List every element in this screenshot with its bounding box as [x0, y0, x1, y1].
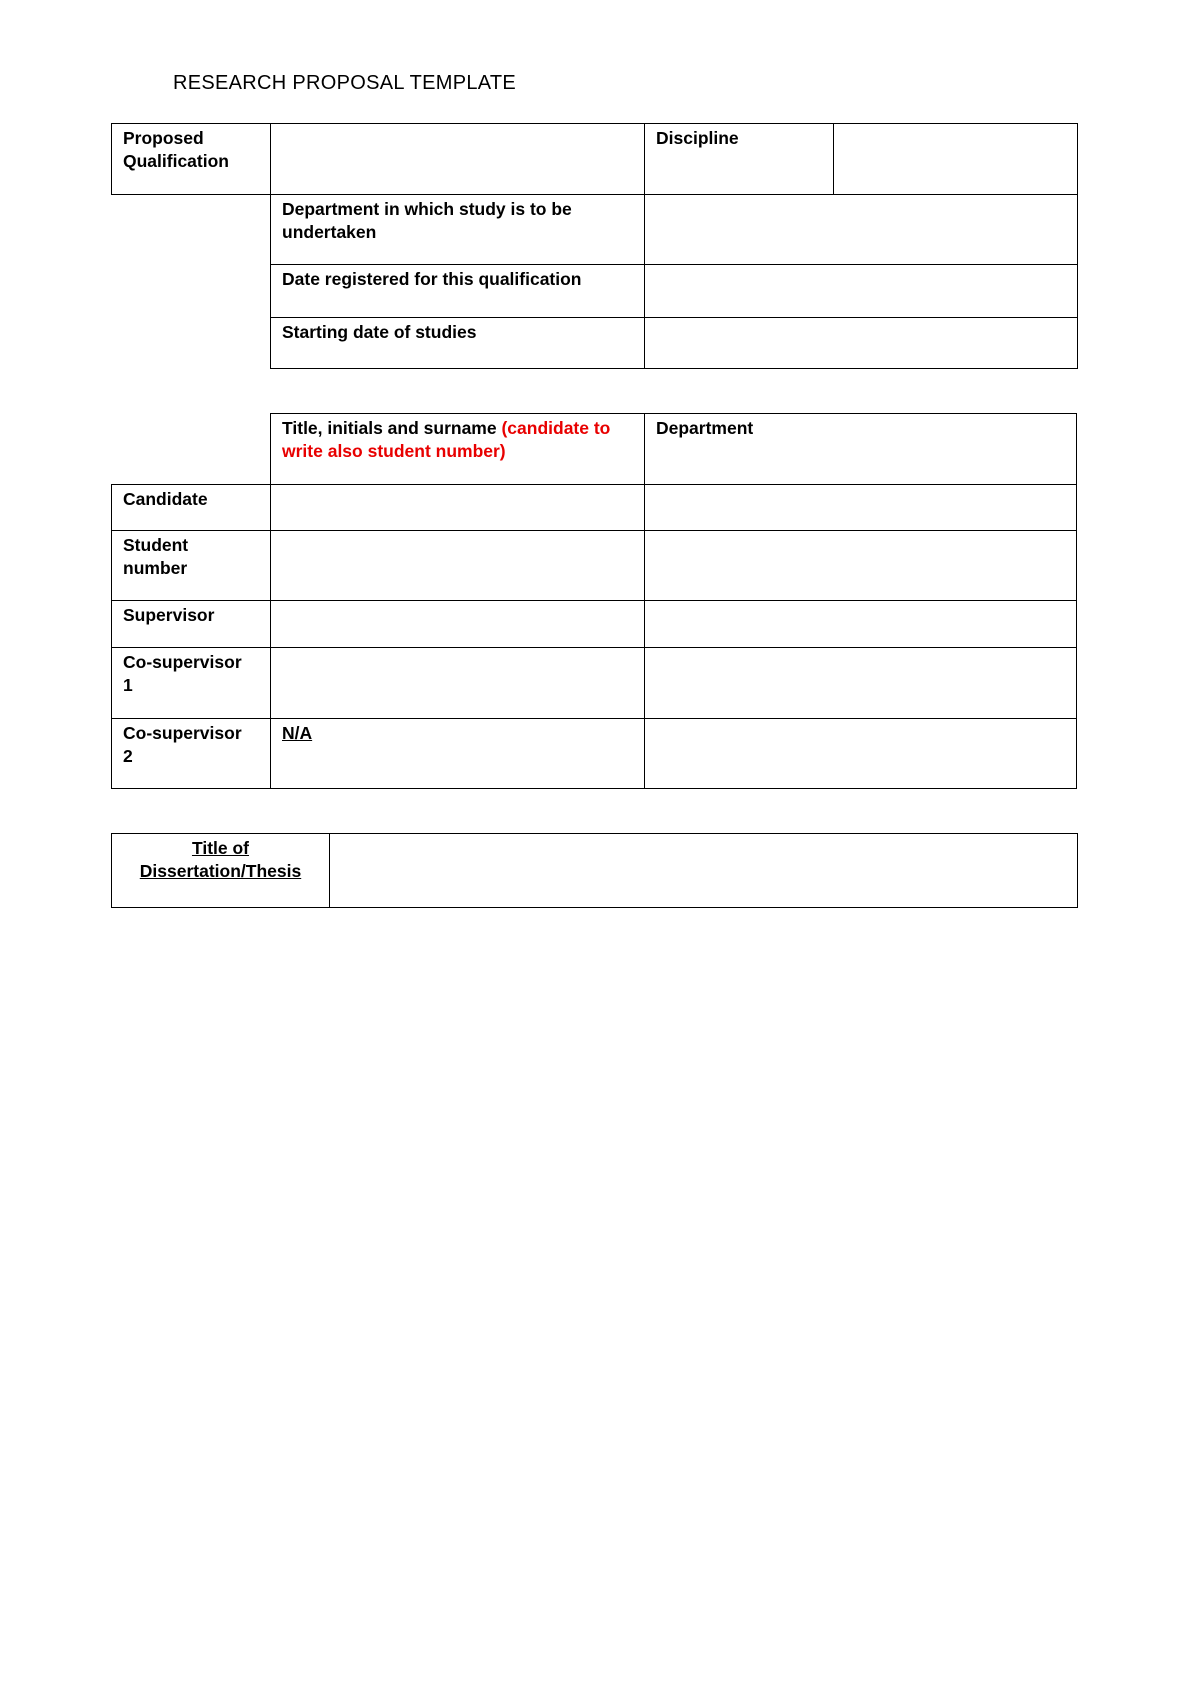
department-study-field[interactable]	[644, 194, 1078, 265]
supervisor-name-field[interactable]	[270, 600, 645, 648]
student-number-name-field[interactable]	[270, 530, 645, 601]
name-column-header-text: Title, initials and surname	[282, 418, 502, 438]
supervisor-label-text: Supervisor	[123, 605, 215, 625]
page-title: RESEARCH PROPOSAL TEMPLATE	[173, 72, 517, 94]
co-supervisor-1-label	[111, 647, 271, 719]
name-column-header	[270, 413, 645, 485]
student-number-label	[111, 530, 271, 601]
co-supervisor-2-label	[111, 718, 271, 789]
department-study-label	[270, 194, 645, 265]
student-number-label-text: Student number	[123, 535, 189, 578]
proposed-qualification-field[interactable]	[270, 123, 645, 195]
department-study-label-text: Department in which study is to be undertaken	[282, 199, 572, 242]
supervisor-department-field[interactable]	[644, 600, 1077, 648]
discipline-field[interactable]	[833, 123, 1078, 195]
date-registered-label	[270, 264, 645, 318]
candidate-label-text: Candidate	[123, 489, 208, 509]
co-supervisor-1-name-field[interactable]	[270, 647, 645, 719]
co-supervisor-2-name-value: N/A	[282, 723, 313, 743]
department-column-header	[644, 413, 1077, 485]
proposed-qualification-label	[111, 123, 271, 195]
student-number-department-field[interactable]	[644, 530, 1077, 601]
dissertation-title-label	[111, 833, 330, 908]
co-supervisor-2-label-text: Co-supervisor 2	[123, 723, 242, 766]
supervisor-label	[111, 600, 271, 648]
co-supervisor-1-label-text: Co-supervisor 1	[123, 652, 242, 695]
date-registered-field[interactable]	[644, 264, 1078, 318]
name-column-header-note: (candidate to write also student number)	[282, 418, 611, 461]
date-registered-label-text: Date registered for this qualification	[282, 269, 582, 289]
proposed-qualification-label-text: Proposed Qualification	[123, 128, 229, 171]
department-column-header-text: Department	[656, 418, 754, 438]
co-supervisor-2-department-field[interactable]	[644, 718, 1077, 789]
starting-date-label-text: Starting date of studies	[282, 322, 477, 342]
co-supervisor-2-name-field[interactable]	[270, 718, 645, 789]
candidate-label	[111, 484, 271, 531]
starting-date-field[interactable]	[644, 317, 1078, 369]
starting-date-label	[270, 317, 645, 369]
dissertation-title-field[interactable]	[329, 833, 1078, 908]
candidate-name-field[interactable]	[270, 484, 645, 531]
co-supervisor-1-department-field[interactable]	[644, 647, 1077, 719]
dissertation-title-label-text: Title of Dissertation/Thesis	[139, 838, 302, 881]
candidate-department-field[interactable]	[644, 484, 1077, 531]
discipline-label	[644, 123, 834, 195]
discipline-label-text: Discipline	[656, 128, 739, 148]
